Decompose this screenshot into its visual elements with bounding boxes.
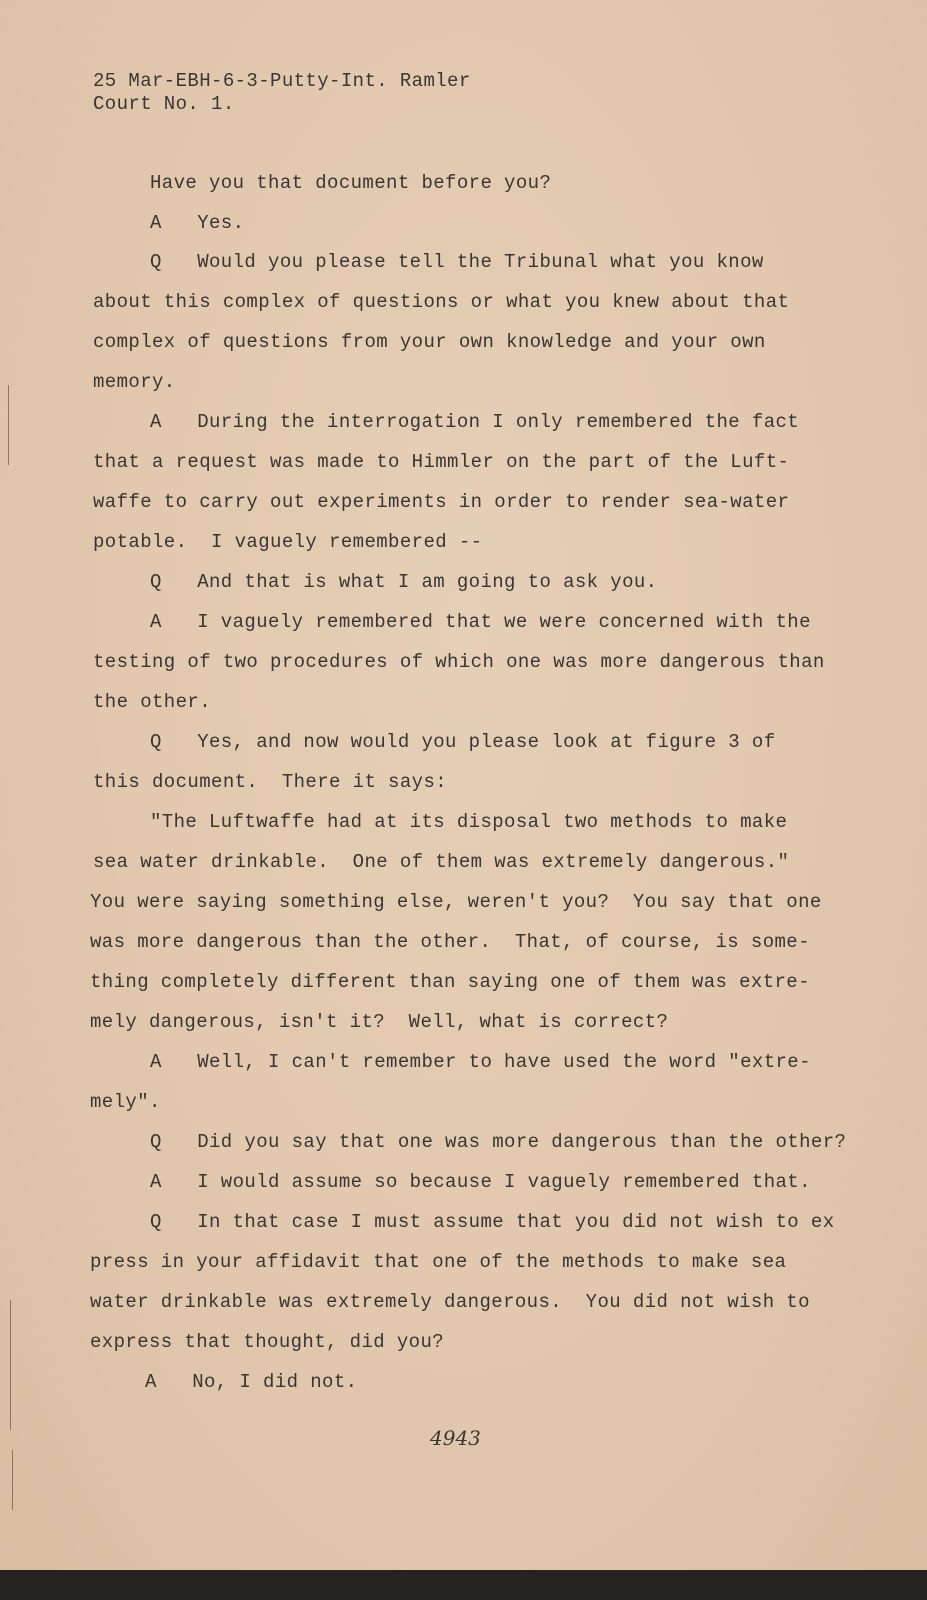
transcript-line: A I would assume so because I vaguely remembered that. — [150, 1171, 811, 1193]
transcript-line: Q In that case I must assume that you did not wish to ex — [150, 1211, 835, 1233]
transcript-line: You were saying something else, weren't you? You say that one — [90, 891, 822, 913]
transcript-line: thing completely different than saying one of them was extre- — [90, 971, 810, 993]
transcript-line: A During the interrogation I only remembered the fact — [150, 411, 800, 433]
transcript-line: waffe to carry out experiments in order to render sea-water — [93, 491, 790, 513]
transcript-line: that a request was made to Himmler on the part of the Luft- — [93, 451, 790, 473]
transcript-line: press in your affidavit that one of the methods to make sea — [90, 1251, 787, 1273]
transcript-line: A No, I did not. — [145, 1371, 358, 1393]
transcript-line: Q And that is what I am going to ask you. — [150, 571, 658, 593]
transcript-line: express that thought, did you? — [90, 1331, 445, 1353]
transcript-line: testing of two procedures of which one was more dangerous than — [93, 651, 825, 673]
scan-bottom-edge — [0, 1570, 927, 1600]
transcript-line: about this complex of questions or what you knew about that — [93, 291, 790, 313]
transcript-line: complex of questions from your own knowledge and your own — [93, 331, 766, 353]
margin-mark — [10, 1300, 11, 1430]
transcript-line: A Yes. — [150, 212, 245, 234]
transcript-line: this document. There it says: — [93, 771, 448, 793]
transcript-line: memory. — [93, 371, 176, 393]
transcript-line: Q Yes, and now would you please look at figure 3 of — [150, 731, 776, 753]
transcript-line: "The Luftwaffe had at its disposal two methods to make — [150, 811, 788, 833]
transcript-line: Q Did you say that one was more dangerous than the other? — [150, 1131, 847, 1153]
margin-mark — [8, 385, 9, 465]
transcript-line: the other. — [93, 691, 212, 713]
transcript-line: mely". — [90, 1091, 161, 1113]
page-number: 4943 — [430, 1426, 481, 1450]
margin-mark — [12, 1450, 13, 1510]
transcript-line: A I vaguely remembered that we were concerned with the — [150, 611, 811, 633]
header-line-1: 25 Mar-EBH-6-3-Putty-Int. Ramler — [93, 70, 471, 92]
header-line-2: Court No. 1. — [93, 93, 235, 115]
transcript-line: A Well, I can't remember to have used the word "extre- — [150, 1051, 811, 1073]
page-header — [93, 70, 471, 116]
transcript-line: Q Would you please tell the Tribunal what you know — [150, 251, 764, 273]
transcript-line: mely dangerous, isn't it? Well, what is correct? — [90, 1011, 669, 1033]
transcript-line: water drinkable was extremely dangerous. You did not wish to — [90, 1291, 810, 1313]
transcript-line: potable. I vaguely remembered -- — [93, 531, 483, 553]
transcript-line: Have you that document before you? — [150, 172, 552, 194]
transcript-line: was more dangerous than the other. That, of course, is some- — [90, 931, 810, 953]
transcript-line: sea water drinkable. One of them was extremely dangerous." — [93, 851, 790, 873]
